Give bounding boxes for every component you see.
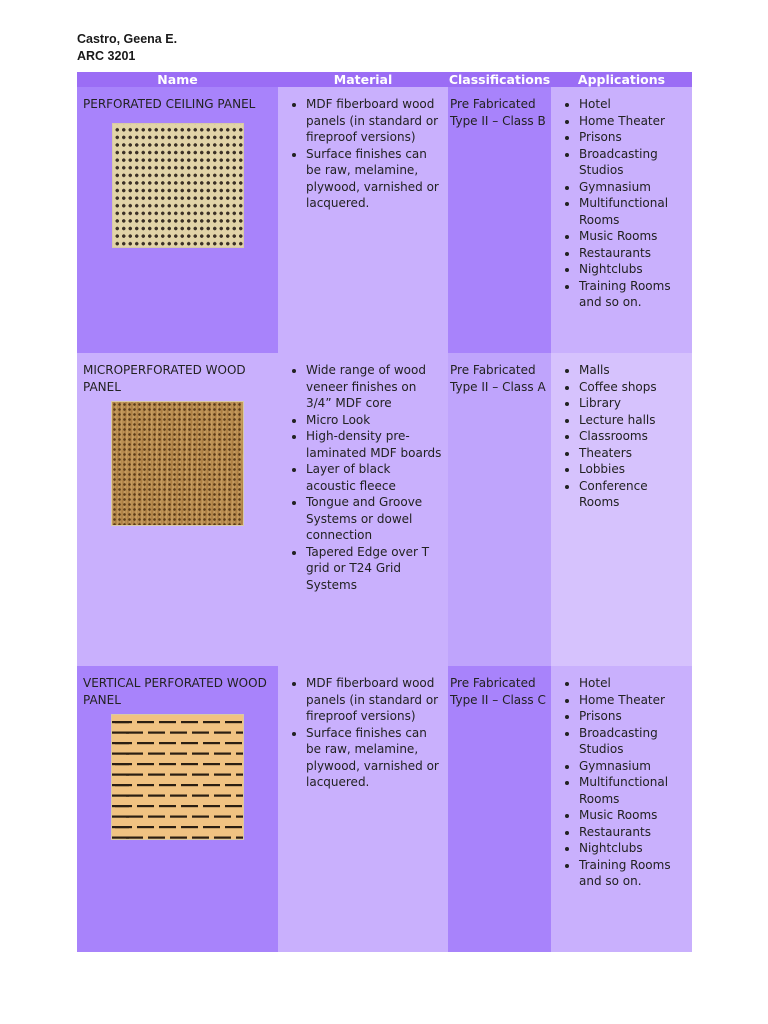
list-item: • Surface finishes can be raw, melamine, plywood, varnished or lacquered. [306, 146, 444, 212]
list-item: • Tapered Edge over T grid or T24 Grid Systems [306, 544, 444, 594]
list-item: • Hotel [579, 675, 688, 692]
list-item: • Theaters [579, 445, 688, 462]
microperforated-wood-panel-image [111, 401, 244, 526]
list-item: • Restaurants [579, 824, 688, 841]
name-cell [77, 666, 278, 952]
classification-cell [448, 353, 551, 666]
list-item: • Gymnasium [579, 179, 688, 196]
applications-cell [551, 87, 692, 353]
table-row [77, 87, 692, 353]
table-row [77, 353, 692, 666]
list-item: • Prisons [579, 708, 688, 725]
classification-cell [448, 666, 551, 952]
list-item: • Hotel [579, 96, 688, 113]
list-item: • MDF fiberboard wood panels (in standard or fireproof versions) [306, 96, 444, 146]
column-header-applications: Applications [551, 72, 692, 87]
list-item: • Lecture halls [579, 412, 688, 429]
author-name: Castro, Geena E. [77, 32, 178, 46]
column-header-name: Name [77, 72, 278, 87]
list-item: • Coffee shops [579, 379, 688, 396]
applications-list [551, 362, 688, 511]
list-item: • High-density pre-laminated MDF boards [306, 428, 444, 461]
list-item: • Classrooms [579, 428, 688, 445]
list-item: • Training Rooms and so on. [579, 278, 688, 311]
classification-text: Pre Fabricated Type II – Class C [450, 676, 546, 707]
list-item: • Nightclubs [579, 261, 688, 278]
list-item: • Training Rooms and so on. [579, 857, 688, 890]
list-item: • Library [579, 395, 688, 412]
material-cell [278, 87, 448, 353]
list-item: • Surface finishes can be raw, melamine, plywood, varnished or lacquered. [306, 725, 444, 791]
applications-cell [551, 666, 692, 952]
list-item: • Layer of black acoustic fleece [306, 461, 444, 494]
table-header-row [77, 72, 692, 87]
list-item: • Broadcasting Studios [579, 725, 688, 758]
classification-text: Pre Fabricated Type II – Class A [450, 363, 546, 394]
list-item: • Multifunctional Rooms [579, 774, 688, 807]
material-list [278, 96, 444, 212]
list-item: • Micro Look [306, 412, 444, 429]
list-item: • Prisons [579, 129, 688, 146]
panel-name: MICROPERFORATED WOOD PANEL [83, 363, 246, 394]
applications-cell [551, 353, 692, 666]
panel-name: PERFORATED CEILING PANEL [83, 97, 256, 111]
list-item: • MDF fiberboard wood panels (in standard or fireproof versions) [306, 675, 444, 725]
name-cell [77, 87, 278, 353]
vertical-perforated-wood-panel-image [111, 714, 244, 840]
list-item: • Home Theater [579, 692, 688, 709]
panel-name: VERTICAL PERFORATED WOOD PANEL [83, 676, 267, 707]
list-item: • Conference Rooms [579, 478, 688, 511]
applications-list [551, 96, 688, 311]
list-item: • Music Rooms [579, 228, 688, 245]
column-header-classifications: Classifications [448, 72, 551, 87]
list-item: • Restaurants [579, 245, 688, 262]
list-item: • Multifunctional Rooms [579, 195, 688, 228]
acoustic-panels-table [77, 72, 692, 952]
list-item: • Wide range of wood veneer finishes on 3/4” MDF core [306, 362, 444, 412]
list-item: • Malls [579, 362, 688, 379]
applications-list [551, 675, 688, 890]
material-cell [278, 666, 448, 952]
list-item: • Broadcasting Studios [579, 146, 688, 179]
table-row [77, 666, 692, 952]
perforated-ceiling-panel-image [112, 123, 244, 248]
column-header-material: Material [278, 72, 448, 87]
list-item: • Home Theater [579, 113, 688, 130]
material-cell [278, 353, 448, 666]
author-block [77, 31, 177, 65]
course-code: ARC 3201 [77, 49, 136, 63]
material-list [278, 675, 444, 791]
material-list [278, 362, 444, 593]
classification-text: Pre Fabricated Type II – Class B [450, 97, 546, 128]
list-item: • Tongue and Groove Systems or dowel connection [306, 494, 444, 544]
list-item: • Gymnasium [579, 758, 688, 775]
slot-pattern [112, 715, 243, 839]
classification-cell [448, 87, 551, 353]
name-cell [77, 353, 278, 666]
list-item: • Nightclubs [579, 840, 688, 857]
list-item: • Lobbies [579, 461, 688, 478]
list-item: • Music Rooms [579, 807, 688, 824]
